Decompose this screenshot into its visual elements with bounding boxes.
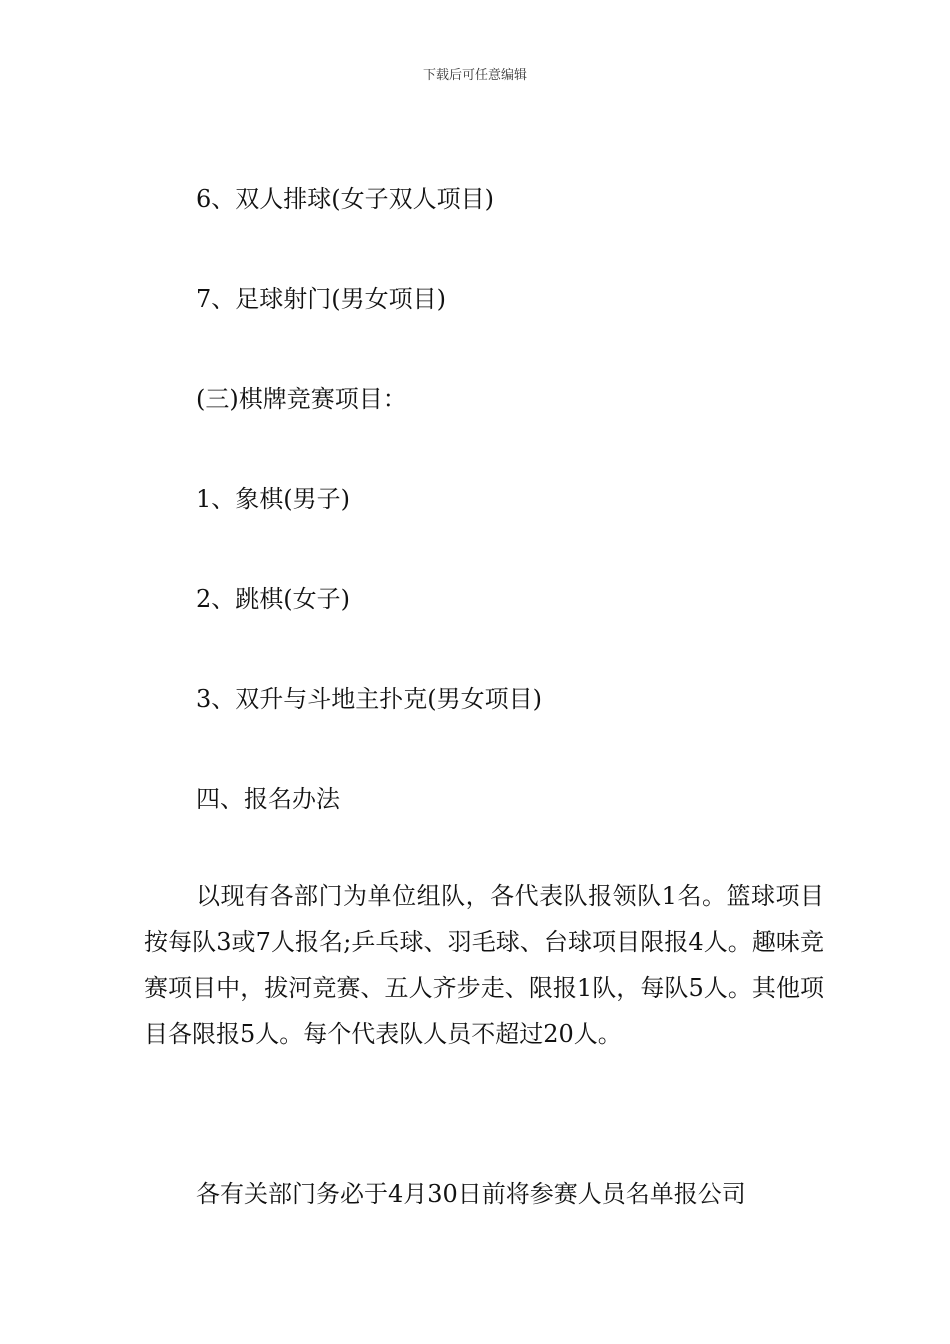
deadline-paragraph: 各有关部门务必于4月30日前将参赛人员名单报公司	[196, 1180, 746, 1208]
section-registration-heading: 四、报名办法	[196, 785, 340, 813]
item-volleyball: 6、双人排球(女子双人项目)	[196, 185, 494, 213]
section-chess-cards-heading: (三)棋牌竞赛项目：	[196, 385, 407, 413]
item-checkers: 2、跳棋(女子)	[196, 585, 350, 613]
page-header: 下载后可任意编辑	[422, 68, 527, 83]
item-chinese-chess: 1、象棋(男子)	[196, 485, 350, 513]
item-poker: 3、双升与斗地主扑克(男女项目)	[196, 685, 542, 713]
item-football-shooting: 7、足球射门(男女项目)	[196, 285, 446, 313]
registration-paragraph: 以现有各部门为单位组队，各代表队报领队1名。篮球项目按每队3或7人报名;乒乓球、羽毛球、台球项目限报4人。趣味竞赛项目中，拔河竞赛、五人齐步走、限报1队，每队5人。其他项目各限报5人。每个代表队人员不超过20人。	[144, 882, 824, 1048]
